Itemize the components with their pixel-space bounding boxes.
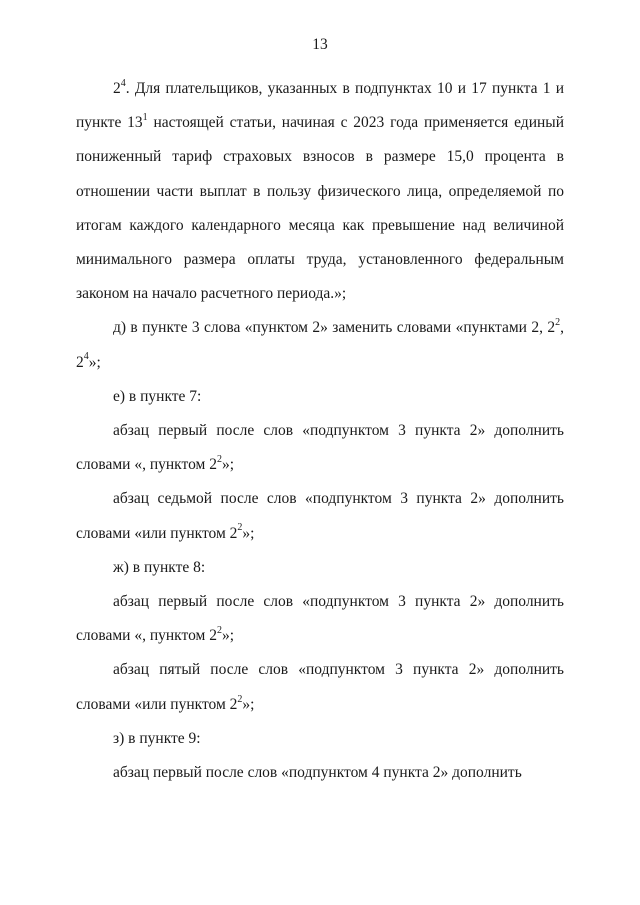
text-run: абзац первый после слов «подпунктом 3 пункта 2» дополнить словами «, пунктом 2 [76, 422, 564, 474]
document-body [76, 72, 564, 790]
paragraph-item-zh [76, 551, 564, 585]
text-run: »; [221, 627, 235, 645]
text-run: »; [221, 456, 235, 474]
text-run: абзац пятый после слов «подпунктом 3 пункта 2» дополнить словами «или пунктом 2 [76, 661, 564, 713]
superscript: 4 [83, 351, 89, 363]
text-run: »; [88, 353, 101, 371]
text-run: д) в пункте 3 слова «пунктом 2» заменить словами «пунктами 2, 2 [113, 319, 556, 337]
paragraph-item-z-first [76, 756, 564, 790]
paragraph-item-d [76, 311, 564, 379]
text-run: з) в пункте 9: [113, 729, 201, 747]
page-number: 13 [312, 36, 328, 53]
text-run: е) в пункте 7: [113, 387, 202, 405]
text-run: 2 [113, 80, 121, 97]
text-run: »; [242, 524, 255, 542]
paragraph-item-zh-fifth [76, 653, 564, 721]
paragraph-item-e [76, 380, 564, 414]
text-run: абзац первый после слов «подпунктом 4 пункта 2» дополнить [113, 764, 522, 782]
superscript: 1 [142, 112, 148, 124]
superscript: 2 [237, 522, 243, 534]
text-run: абзац первый после слов «подпунктом 3 пункта 2» дополнить словами «, пунктом 2 [76, 593, 564, 645]
paragraph-item-zh-first [76, 585, 564, 653]
text-run: . Для плательщиков, указанных в подпунктах 10 и 17 пункта 1 и пункте 13 [76, 80, 564, 132]
text-run: настоящей статьи, начиная с 2023 года применяется единый пониженный тариф страховых взносов в размере 15,0 процента в отношении части выплат в пользу физического лица, определяемой по итогам каждого календарного месяца как превышение над величиной минимального размера оплаты труда, установленного федеральным законом на начало расчетного периода.»; [76, 114, 564, 303]
text-run: абзац седьмой после слов «подпунктом 3 пункта 2» дополнить словами «или пунктом 2 [76, 490, 564, 542]
superscript: 2 [216, 454, 222, 466]
superscript: 2 [216, 625, 222, 637]
superscript: 4 [120, 77, 126, 89]
paragraph-item-e-first [76, 414, 564, 482]
text-run: »; [242, 695, 255, 713]
paragraph-item-e-seventh [76, 482, 564, 550]
paragraph-item-z [76, 722, 564, 756]
text-run: , 2 [76, 319, 564, 371]
superscript: 2 [555, 317, 561, 329]
paragraph-tariff-2-4 [76, 72, 564, 311]
superscript: 2 [237, 693, 243, 705]
text-run: ж) в пункте 8: [113, 558, 206, 576]
